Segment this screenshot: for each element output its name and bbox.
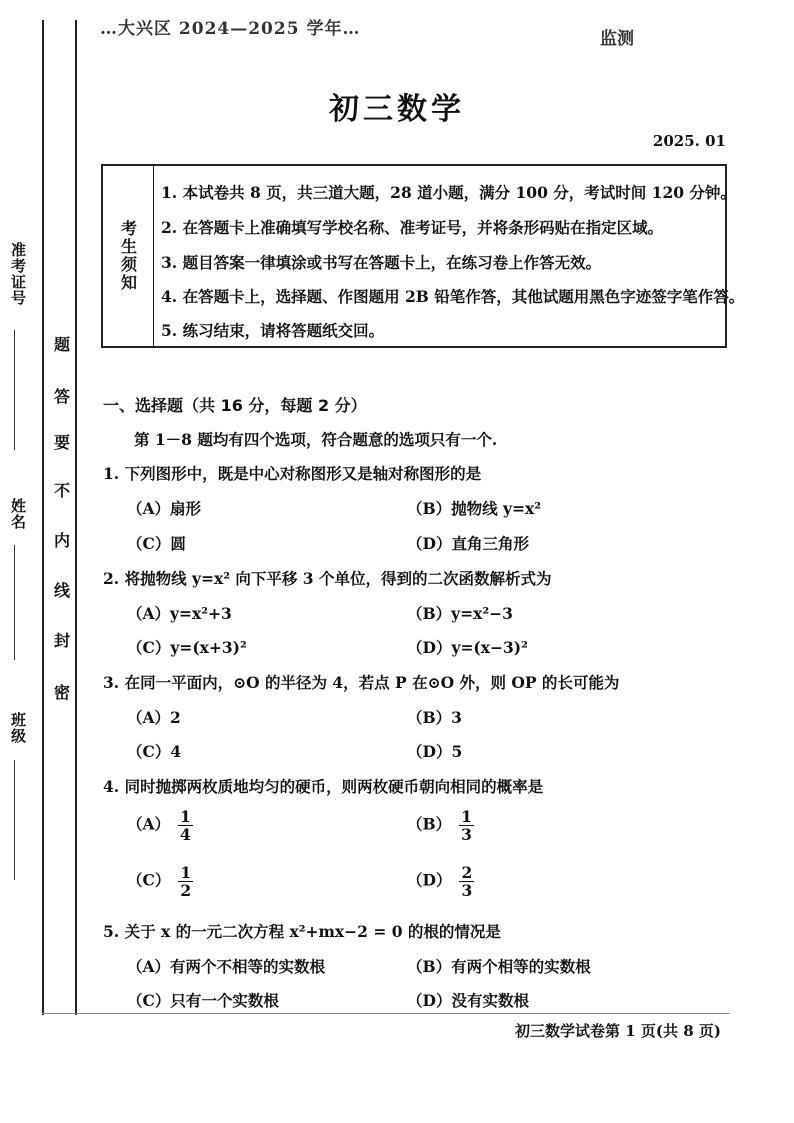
numerator: 1: [180, 807, 191, 826]
notice-item: 2. 在答题卡上准确填写学校名称、准考证号，并将条形码贴在指定区域。: [161, 218, 664, 237]
exam-id-blank: [14, 330, 15, 450]
option-b: （B）抛物线 y=x²: [407, 499, 542, 518]
option-a: （A）2: [127, 708, 181, 727]
option-letter: （A）: [127, 814, 171, 834]
option-b: （B）3: [407, 708, 462, 727]
margin-line-right: [75, 20, 77, 1015]
option-c: （C）4: [127, 742, 182, 761]
option-c: （C）只有一个实数根: [127, 991, 279, 1010]
page-footer: 初三数学试卷第 1 页(共 8 页): [515, 1022, 721, 1040]
option-d: [407, 864, 474, 899]
option-d: （D）直角三角形: [407, 534, 529, 553]
option-d: （D）5: [407, 742, 463, 761]
numerator: 1: [180, 863, 192, 882]
question-stem: 2. 将抛物线 y=x² 向下平移 3 个单位，得到的二次函数解析式为: [103, 569, 552, 588]
denominator: 4: [180, 825, 191, 845]
notice-item: 5. 练习结束，请将答题纸交回。: [161, 321, 385, 340]
seal-char: 密: [53, 683, 70, 702]
question-stem: 1. 下列图形中，既是中心对称图形又是轴对称图形的是: [103, 464, 482, 483]
section-instruction: 第 1－8 题均有四个选项，符合题意的选项只有一个.: [134, 430, 498, 449]
page-title: 初三数学: [329, 92, 465, 127]
class-label: 班级: [9, 712, 27, 744]
numerator: 1: [461, 807, 472, 826]
option-letter: （D）: [407, 870, 452, 890]
option-a: （A）有两个不相等的实数根: [127, 957, 326, 976]
option-c: [127, 864, 193, 899]
option-letter: （C）: [127, 870, 171, 890]
denominator: 2: [180, 881, 192, 901]
denominator: 3: [461, 881, 473, 901]
question-stem: 3. 在同一平面内，⊙O 的半径为 4，若点 P 在⊙O 外，则 OP 的长可能为: [103, 673, 620, 692]
option-c: （C）圆: [127, 534, 186, 553]
notice-box: [101, 164, 745, 348]
seal-char: 内: [53, 531, 70, 550]
seal-char: 要: [53, 433, 70, 452]
numerator: 2: [461, 863, 473, 882]
seal-char: 线: [53, 581, 70, 600]
denominator: 3: [461, 825, 472, 845]
name-blank: [14, 545, 15, 660]
option-d: （D）y=(x−3)²: [407, 638, 528, 657]
option-b: [407, 808, 474, 843]
fraction: [178, 864, 193, 899]
seal-char: 不: [53, 481, 70, 500]
seal-char: 封: [53, 631, 70, 650]
class-blank: [14, 760, 15, 880]
exam-header-right: 监测: [600, 29, 634, 49]
fraction: [459, 864, 474, 899]
seal-char: 题: [53, 335, 70, 354]
option-letter: （B）: [407, 814, 452, 834]
option-a: （A）y=x²+3: [127, 604, 232, 623]
notice-item: 4. 在答题卡上，选择题、作图题用 2B 铅笔作答，其他试题用黑色字迹签字笔作答。: [161, 287, 745, 306]
option-b: （B）有两个相等的实数根: [407, 957, 591, 976]
option-c: （C）y=(x+3)²: [127, 638, 247, 657]
fraction: [178, 808, 193, 843]
exam-header-text: …大兴区 2024—2025 学年…: [100, 19, 361, 39]
question-stem: 5. 关于 x 的一元二次方程 x²+mx−2 = 0 的根的情况是: [103, 922, 501, 941]
name-label: 姓名: [9, 498, 27, 530]
fraction: [459, 808, 474, 843]
margin-line-left: [42, 20, 44, 1015]
question-stem: 4. 同时抛掷两枚质地均匀的硬币，则两枚硬币朝向相同的概率是: [103, 777, 544, 796]
exam-date: 2025. 01: [652, 132, 726, 150]
exam-id-label: 准考证号: [9, 242, 27, 306]
notice-item: 3. 题目答案一律填涂或书写在答题卡上，在练习卷上作答无效。: [161, 253, 602, 272]
notice-label-cell: [103, 166, 154, 346]
bottom-divider: [42, 1013, 730, 1014]
option-a: [127, 808, 193, 843]
option-b: （B）y=x²−3: [407, 604, 513, 623]
notice-label: 考生须知: [118, 220, 138, 292]
option-a: （A）扇形: [127, 499, 202, 518]
section-title: 一、选择题（共 16 分，每题 2 分）: [103, 396, 367, 415]
seal-char: 答: [53, 387, 70, 406]
notice-item: 1. 本试卷共 8 页，共三道大题，28 道小题，满分 100 分，考试时间 120 分钟。: [161, 183, 736, 202]
option-d: （D）没有实数根: [407, 991, 529, 1010]
